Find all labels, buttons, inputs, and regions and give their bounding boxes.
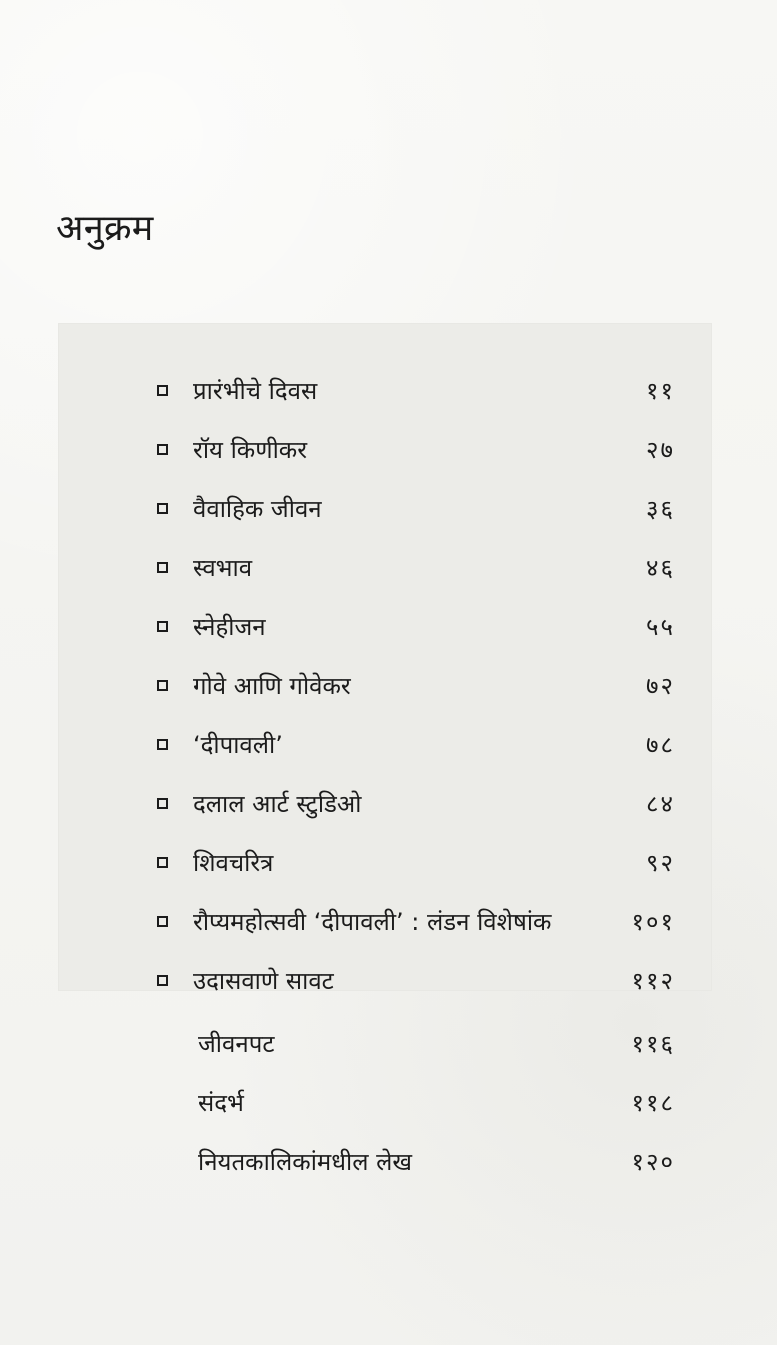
toc-entry-1 (0, 374, 777, 410)
toc-entry-9 (0, 846, 777, 882)
bullet-square-icon (157, 385, 168, 396)
toc-entry-page-number: २७ (646, 436, 675, 464)
toc-entry-page-number: ५५ (646, 613, 675, 641)
bullet-square-icon (157, 621, 168, 632)
toc-entry-page-number: ११८ (631, 1089, 675, 1117)
toc-entry-11 (0, 964, 777, 1000)
toc-entry-label: संदर्भ (198, 1089, 244, 1117)
toc-entry-label: रॉय किणीकर (193, 436, 308, 464)
toc-entry-7 (0, 728, 777, 764)
toc-entry-page-number: १२० (631, 1148, 675, 1176)
toc-entry-page-number: ८४ (646, 790, 675, 818)
bullet-square-icon (157, 444, 168, 455)
toc-entry-3 (0, 492, 777, 528)
toc-entry-13 (0, 1086, 777, 1122)
bullet-square-icon (157, 503, 168, 514)
bullet-square-icon (157, 857, 168, 868)
toc-entry-label: प्रारंभीचे दिवस (193, 377, 318, 405)
toc-entry-label: दलाल आर्ट स्टुडिओ (193, 790, 362, 818)
toc-entry-page-number: ११६ (631, 1030, 675, 1058)
toc-entry-label: स्वभाव (193, 554, 253, 582)
bullet-square-icon (157, 739, 168, 750)
toc-entry-14 (0, 1145, 777, 1181)
toc-entry-10 (0, 905, 777, 941)
toc-entry-page-number: ११ (646, 377, 675, 405)
toc-entry-label: वैवाहिक जीवन (193, 495, 322, 523)
toc-entry-6 (0, 669, 777, 705)
toc-entry-label: उदासवाणे सावट (193, 967, 334, 995)
toc-entry-4 (0, 551, 777, 587)
toc-entry-page-number: ३६ (646, 495, 675, 523)
toc-entry-5 (0, 610, 777, 646)
toc-entry-8 (0, 787, 777, 823)
toc-entry-label: रौप्यमहोत्सवी ‘दीपावली’ : लंडन विशेषांक (193, 908, 552, 936)
bullet-square-icon (157, 680, 168, 691)
toc-entry-page-number: ९२ (646, 849, 675, 877)
toc-entry-12 (0, 1027, 777, 1063)
page-title: अनुक्रम (56, 208, 154, 249)
bullet-square-icon (157, 798, 168, 809)
bullet-square-icon (157, 916, 168, 927)
toc-entry-page-number: ७२ (646, 672, 675, 700)
toc-entry-label: गोवे आणि गोवेकर (193, 672, 351, 700)
toc-entry-page-number: १०१ (631, 908, 675, 936)
toc-entry-label: नियतकालिकांमधील लेख (198, 1148, 413, 1176)
toc-entry-page-number: ११२ (631, 967, 675, 995)
toc-entry-label: स्नेहीजन (193, 613, 266, 641)
toc-entry-page-number: ४६ (646, 554, 675, 582)
toc-entry-label: जीवनपट (198, 1030, 275, 1058)
toc-entry-label: ‘दीपावली’ (193, 731, 283, 759)
bullet-square-icon (157, 562, 168, 573)
bullet-square-icon (157, 975, 168, 986)
toc-entry-2 (0, 433, 777, 469)
toc-entry-page-number: ७८ (646, 731, 675, 759)
toc-entry-label: शिवचरित्र (193, 849, 274, 877)
